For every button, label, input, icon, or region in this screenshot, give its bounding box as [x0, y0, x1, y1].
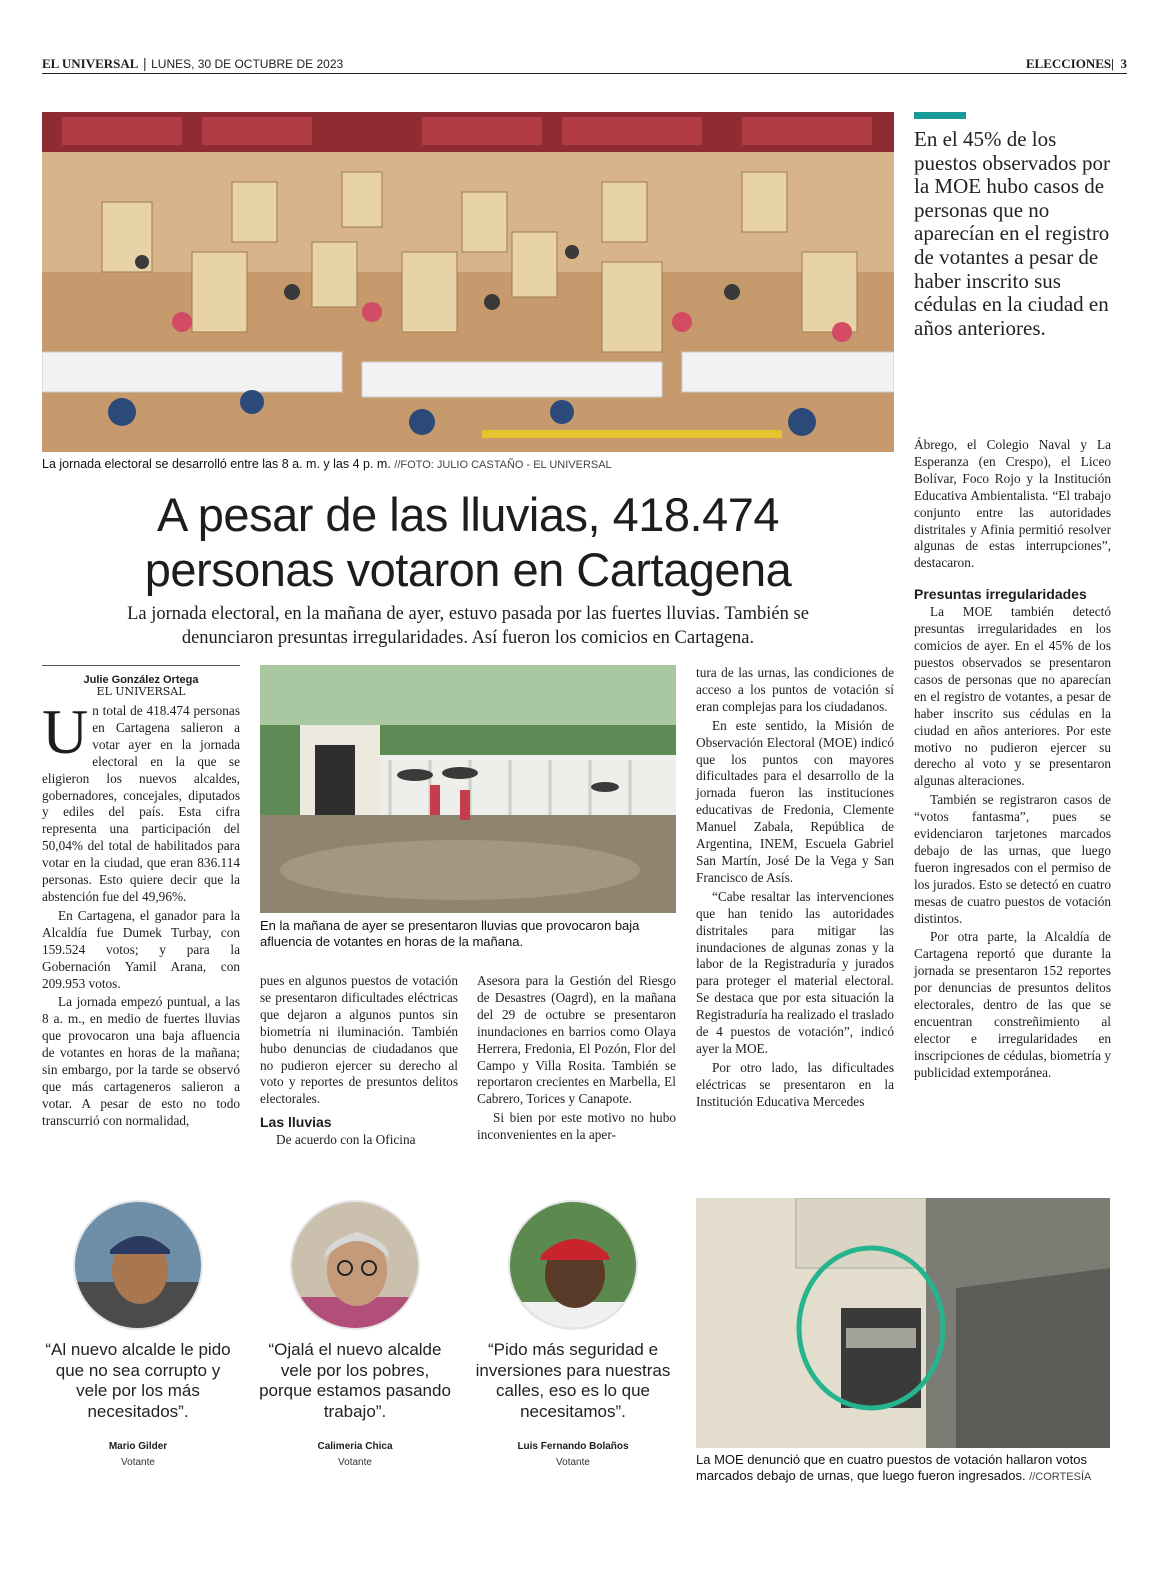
newspaper-name: EL UNIVERSAL — [42, 56, 139, 71]
voter-role: Votante — [338, 1457, 372, 1468]
issue-date: LUNES, 30 DE OCTUBRE DE 2023 — [151, 57, 344, 71]
portrait-mario-gilder — [75, 1202, 203, 1330]
voter-name: Mario Gilder — [108, 1441, 168, 1452]
main-photo-credit: //FOTO: JULIO CASTAÑO - EL UNIVERSAL — [394, 459, 612, 471]
paragraph: Asesora para la Gestión del Riesgo de Desastres (Oagrd), en la mañana del 29 de octubre se presentaron inundaciones en barrios como Olaya Herrera, Fredonia, El Pozón, Flor del Campo y Villa Rosita. También se reportaron crecientes en Marbella, El Cabrero, Torices y Canapote. — [477, 973, 676, 1107]
paragraph: “Cabe resaltar las intervenciones que han tenido las autoridades distritales para mitigar las inundaciones de algunas zonas y la labor de la Registraduría y jurados para proteger el material electoral. Se destaca que por esta situación la Registraduría ha realizado el traslado de 4 puestos de votación”, indicó ayer la MOE. — [696, 888, 894, 1056]
voter-role: Votante — [556, 1457, 590, 1468]
header-left: EL UNIVERSAL | LUNES, 30 DE OCTUBRE DE 2023 — [42, 56, 344, 72]
avatar — [73, 1200, 203, 1330]
paragraph: Por otra parte, la Alcaldía de Cartagena reportó que durante la jornada se presentaron 152 reportes por denuncias de presuntos delitos electorales, dentro de las que se encuentran constreñimiento al elector e irregularidades en inscripciones de cédulas, biometría y publicidad extemporánea. — [914, 929, 1111, 1080]
pull-quote-accent-bar — [914, 112, 966, 119]
paragraph: En Cartagena, el ganador para la Alcaldía fue Dumek Turbay, con 159.524 votos; y para la Gobernación Yamil Arana, con 209.953 votos. — [42, 907, 240, 991]
ballot-box-illustration — [696, 1198, 1110, 1448]
section-name: ELECCIONES — [1025, 56, 1112, 71]
ballot-box-caption — [696, 1452, 1110, 1485]
rain-photo-caption: En la mañana de ayer se presentaron lluvias que provocaron baja afluencia de votantes en horas de la mañana. — [260, 918, 640, 949]
subhead-presuntas-irregularidades: Presuntas irregularidades — [914, 586, 1087, 603]
voter-quote: “Al nuevo alcalde le pido que no sea corrupto y vele por los más necesitados”. — [45, 1340, 231, 1421]
voter-name: Calimeria Chica — [317, 1441, 393, 1452]
deck-line-1: La jornada electoral, en la mañana de ayer, estuvo pasada por las fuertes lluvias. También se — [127, 604, 809, 624]
author-outlet: EL UNIVERSAL — [96, 685, 186, 698]
paragraph: De acuerdo con la Oficina — [276, 1132, 416, 1148]
ballot-box-caption-text: La MOE denunció que en cuatro puestos de votación hallaron votos marcados debajo de urnas, que luego fueron ingresados. — [696, 1452, 1087, 1483]
paragraph: Ábrego, el Colegio Naval y La Esperanza (en Crespo), el Liceo Bolívar, Foco Rojo y la Institución Educativa Ambientalista. “El trabajo conjunto entre las autoridades distritales y Afinia permitió resolver algunas de estas interrupciones”, destacaron. — [914, 437, 1111, 571]
page-header — [42, 56, 1127, 74]
paragraph: También se registraron casos de “votos fantasma”, pues se evidenciaron tarjetones marcados debajo de las urnas, que luego fueron ingresados con el permiso de los jurados. Esto se detectó en cuatro mesas de cuatro puestos de votación distintos. — [914, 792, 1111, 926]
article-column-1 — [42, 696, 240, 1132]
page-number: 3 — [1120, 56, 1127, 71]
headline-line-1: A pesar de las lluvias, 418.474 — [156, 488, 780, 541]
paragraph: Por otro lado, las dificultades eléctricas se presentaron en la Institución Educativa Mercedes — [696, 1059, 894, 1109]
voter-role: Votante — [121, 1457, 155, 1468]
paragraph: pues en algunos puestos de votación se presentaron dificultades eléctricas que dejaron a algunos puntos sin biometría ni iluminación. También hubo denuncias de ciudadanos que no pudieron ejercer su derecho al voto y reportes de presuntos delitos electorales. — [260, 973, 458, 1107]
avatar — [290, 1200, 420, 1330]
portrait-luis-fernando-bolanos — [510, 1202, 638, 1330]
pull-quote: En el 45% de los puestos observados por la MOE hubo casos de personas que no aparecían en el registro de votantes a pesar de haber inscrito sus cédulas en la ciudad en años anteriores. — [914, 127, 1110, 340]
paragraph: La jornada empezó puntual, a las 8 a. m., en medio de fuertes lluvias que provocaron una baja afluencia de votantes en horas de la mañana; sin embargo, por la tarde se observó que más cartageneros salieron a votar. A pesar de esto no todo transcurrió con normalidad, — [42, 994, 240, 1128]
main-photo-caption — [42, 456, 894, 473]
article-column-2 — [260, 973, 458, 1151]
main-photo-caption-text: La jornada electoral se desarrolló entre las 8 a. m. y las 4 p. m. — [42, 457, 391, 471]
ballot-box-credit: //CORTESÍA — [1029, 1471, 1092, 1483]
rain-scene-illustration — [260, 665, 676, 913]
article-column-4 — [696, 665, 894, 1113]
portrait-calimeria-chica — [292, 1202, 420, 1330]
lead-paragraph-text: n total de 418.474 personas en Cartagena salieron a votar ayer en la jornada electoral en la que se eligieron los nuevos alcaldes, gobernadores, concejales, diputados y ediles del país. Esta cifra representa una participación del 50,04% del total de habilitados para votar en la ciudad, que eran 836.114 personas. Esto quiere decir que la abstención fue del 49,96%. — [42, 703, 240, 904]
header-right: ELECCIONES| 3 — [1025, 56, 1127, 71]
subhead-lluvias: Las lluvias — [260, 1114, 332, 1131]
article-column-5 — [914, 437, 1111, 1084]
main-photo-voting-hall — [42, 112, 894, 452]
drop-cap: U — [42, 696, 89, 767]
lead-paragraph — [42, 696, 240, 906]
voter-name: Luis Fernando Bolaños — [517, 1441, 629, 1452]
author-name: Julie González Ortega — [83, 674, 199, 686]
voter-quote: “Pido más seguridad e inversiones para nuestras calles, eso es lo que necesitamos”. — [475, 1340, 671, 1421]
headline — [42, 487, 894, 597]
article-column-3 — [477, 973, 676, 1146]
paragraph: La MOE también detectó presuntas irregularidades en los comicios de ayer. En el 45% de los puestos observados se presentaron casos de personas que no aparecían en el registro de votantes, a pesar de haber inscrito sus cédulas en la ciudad en años anteriores. Por este motivo no pudieron ejercer su derecho al voto y se presentaron algunas alteraciones. — [914, 604, 1111, 789]
voter-quote: “Ojalá el nuevo alcalde vele por los pobres, porque estamos pasando trabajo”. — [259, 1340, 451, 1421]
ballot-box-photo — [696, 1198, 1110, 1448]
paragraph: tura de las urnas, las condiciones de acceso a los puntos de votación sí eran complejas para los ciudadanos. — [696, 665, 894, 714]
paragraph: Si bien por este motivo no hubo inconvenientes en la aper- — [477, 1110, 676, 1143]
deck — [42, 602, 894, 650]
avatar — [508, 1200, 638, 1330]
rain-photo — [260, 665, 676, 913]
byline — [42, 665, 240, 698]
paragraph: En este sentido, la Misión de Observación Electoral (MOE) indicó que los puntos con mayores dificultades para el desarrollo de la jornada fueron las instituciones educativas de Fredonia, Clemente Manuel Zabala, República de Argentina, INEM, Escuela Gabriel San Martín, José De la Vega y San Francisco de Asís. — [696, 717, 894, 885]
voting-hall-illustration — [42, 112, 894, 452]
deck-line-2: denunciaron presuntas irregularidades. Así fueron los comicios en Cartagena. — [181, 628, 755, 648]
headline-line-2: personas votaron en Cartagena — [144, 543, 792, 596]
